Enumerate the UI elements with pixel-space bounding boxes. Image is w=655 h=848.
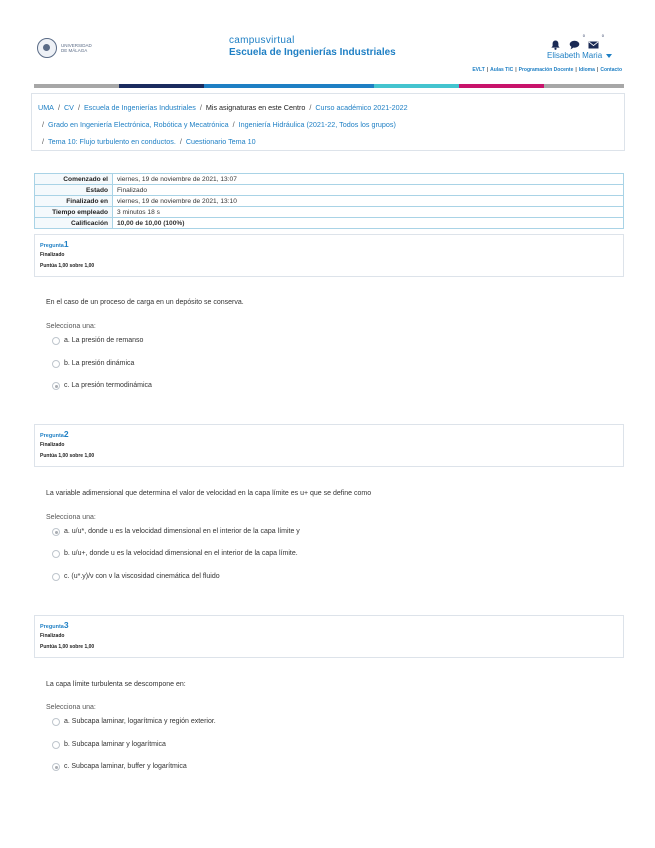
question-info-1 bbox=[34, 234, 624, 277]
answer-prompt: Selecciona una: bbox=[46, 704, 96, 711]
answer-option[interactable] bbox=[52, 380, 152, 390]
breadcrumb-uma[interactable]: UMA bbox=[38, 103, 54, 112]
question-number: Pregunta1 bbox=[40, 239, 69, 249]
question-state: Finalizado bbox=[40, 633, 65, 639]
answer-option[interactable] bbox=[52, 761, 187, 771]
summary-row bbox=[35, 218, 624, 229]
radio-button-selected[interactable] bbox=[52, 528, 60, 536]
notification-count: 0 bbox=[601, 33, 604, 38]
summary-row bbox=[35, 174, 624, 185]
summary-value: 3 minutos 18 s bbox=[113, 207, 624, 218]
question-text-1: En el caso de un proceso de carga en un depósito se conserva. bbox=[46, 299, 244, 306]
question-text-3: La capa límite turbulenta se descompone en: bbox=[46, 681, 186, 688]
radio-button[interactable] bbox=[52, 360, 60, 368]
option-label: a. Subcapa laminar, logarítmica y región exterior. bbox=[64, 717, 216, 725]
color-stripe bbox=[34, 84, 624, 88]
radio-button[interactable] bbox=[52, 550, 60, 558]
site-branding[interactable] bbox=[229, 35, 396, 58]
stripe-segment bbox=[374, 84, 459, 88]
answer-option[interactable] bbox=[52, 716, 216, 726]
answer-option[interactable] bbox=[52, 571, 220, 581]
envelope-icon[interactable] bbox=[588, 33, 604, 47]
site-subtitle: Escuela de Ingenierías Industriales bbox=[229, 47, 396, 58]
question-state: Finalizado bbox=[40, 442, 65, 448]
answer-option[interactable] bbox=[52, 335, 143, 345]
summary-value: viernes, 19 de noviembre de 2021, 13:10 bbox=[113, 196, 624, 207]
option-label: b. La presión dinámica bbox=[64, 359, 135, 367]
link-aulas-tic[interactable]: Aulas TIC bbox=[490, 67, 514, 73]
breadcrumb-escuela[interactable]: Escuela de Ingenierías Industriales bbox=[83, 103, 196, 112]
chat-icon[interactable] bbox=[569, 33, 585, 47]
breadcrumb-cuestionario[interactable]: Cuestionario Tema 10 bbox=[185, 137, 256, 146]
summary-key: Estado bbox=[35, 185, 113, 196]
user-name: Elisabeth Maria bbox=[547, 51, 603, 60]
answer-option[interactable] bbox=[52, 548, 298, 558]
summary-key: Calificación bbox=[35, 218, 113, 229]
breadcrumb-curso[interactable]: Curso académico 2021-2022 bbox=[315, 103, 408, 112]
question-grade: Puntúa 1,00 sobre 1,00 bbox=[40, 263, 95, 269]
summary-value: viernes, 19 de noviembre de 2021, 13:07 bbox=[113, 174, 624, 185]
radio-button-selected[interactable] bbox=[52, 763, 60, 771]
option-label: a. La presión de remanso bbox=[64, 336, 144, 344]
option-label: c. La presión termodinámica bbox=[64, 381, 152, 389]
summary-key: Finalizado en bbox=[35, 196, 113, 207]
caret-down-icon bbox=[606, 54, 612, 58]
answer-option[interactable] bbox=[52, 358, 134, 368]
link-idioma[interactable]: Idioma bbox=[578, 67, 595, 73]
breadcrumb-grado[interactable]: Grado en Ingeniería Electrónica, Robótica y Mecatrónica bbox=[48, 120, 229, 129]
summary-key: Tiempo empleado bbox=[35, 207, 113, 218]
summary-value: 10,00 de 10,00 (100%) bbox=[113, 218, 624, 229]
breadcrumb-tema[interactable]: Tema 10: Flujo turbulento en conductos. bbox=[48, 137, 176, 146]
breadcrumb-asignatura[interactable]: Ingeniería Hidráulica (2021-22, Todos los grupos) bbox=[238, 120, 396, 129]
stripe-segment bbox=[544, 84, 624, 88]
question-text-2: La variable adimensional que determina el valor de velocidad en la capa límite es u+ que se define como bbox=[46, 490, 372, 497]
stripe-segment bbox=[119, 84, 204, 88]
summary-row bbox=[35, 207, 624, 218]
stripe-segment bbox=[459, 84, 544, 88]
summary-row bbox=[35, 196, 624, 207]
question-info-2 bbox=[34, 424, 624, 467]
bell-icon[interactable] bbox=[550, 37, 561, 47]
user-icons bbox=[550, 33, 604, 47]
stripe-segment bbox=[34, 84, 119, 88]
answer-option[interactable] bbox=[52, 739, 166, 749]
user-menu[interactable] bbox=[547, 51, 612, 60]
radio-button[interactable] bbox=[52, 337, 60, 345]
link-evlt[interactable]: EVLT bbox=[472, 67, 485, 73]
logo-text: UNIVERSIDAD DE MÁLAGA bbox=[61, 43, 92, 53]
stripe-segment bbox=[204, 84, 374, 88]
link-contacto[interactable]: Contacto bbox=[600, 67, 622, 73]
question-grade: Puntúa 1,00 sobre 1,00 bbox=[40, 644, 95, 650]
breadcrumb-cv[interactable]: CV bbox=[63, 103, 74, 112]
site-title: campusvirtual bbox=[229, 35, 295, 46]
question-number: Pregunta3 bbox=[40, 620, 69, 630]
attempt-summary bbox=[34, 173, 624, 229]
message-count: 0 bbox=[582, 33, 585, 38]
top-links: EVLT | Aulas TIC | Programación Docente | Idioma | Contacto bbox=[472, 67, 622, 73]
question-info-3 bbox=[34, 615, 624, 658]
option-label: c. Subcapa laminar, buffer y logarítmica bbox=[64, 762, 187, 770]
radio-button[interactable] bbox=[52, 741, 60, 749]
university-seal-icon bbox=[37, 38, 57, 58]
summary-row bbox=[35, 185, 624, 196]
answer-prompt: Selecciona una: bbox=[46, 323, 96, 330]
question-state: Finalizado bbox=[40, 252, 65, 258]
university-logo[interactable] bbox=[37, 38, 91, 58]
summary-value: Finalizado bbox=[113, 185, 624, 196]
breadcrumb-mis-asignaturas: Mis asignaturas en este Centro bbox=[205, 103, 306, 112]
option-label: c. (u*.y)/ν con ν la viscosidad cinemática del fluido bbox=[64, 572, 220, 580]
question-grade: Puntúa 1,00 sobre 1,00 bbox=[40, 453, 95, 459]
page-header bbox=[0, 0, 655, 84]
breadcrumb: UMA / CV / Escuela de Ingenierías Industriales / Mis asignaturas en este Centro / Curso académico 2021-2022 / Grado en Ingeniería Electrónica, Robótica y Mecatrónica / Ingeniería Hidráulica (2021-22, Todos los grupos) / Tema 10: Flujo turbulento en conductos. / Cuestionario Tema 10 bbox=[31, 93, 625, 151]
option-label: a. u/u*, donde u es la velocidad dimensional en el interior de la capa límite y bbox=[64, 527, 300, 535]
summary-key: Comenzado el bbox=[35, 174, 113, 185]
link-programacion-docente[interactable]: Programación Docente bbox=[518, 67, 574, 73]
answer-prompt: Selecciona una: bbox=[46, 514, 96, 521]
option-label: b. Subcapa laminar y logarítmica bbox=[64, 740, 166, 748]
radio-button[interactable] bbox=[52, 573, 60, 581]
radio-button-selected[interactable] bbox=[52, 382, 60, 390]
answer-option[interactable] bbox=[52, 526, 300, 536]
radio-button[interactable] bbox=[52, 718, 60, 726]
option-label: b. u/u+, donde u es la velocidad dimensional en el interior de la capa límite. bbox=[64, 549, 298, 557]
question-number: Pregunta2 bbox=[40, 429, 69, 439]
